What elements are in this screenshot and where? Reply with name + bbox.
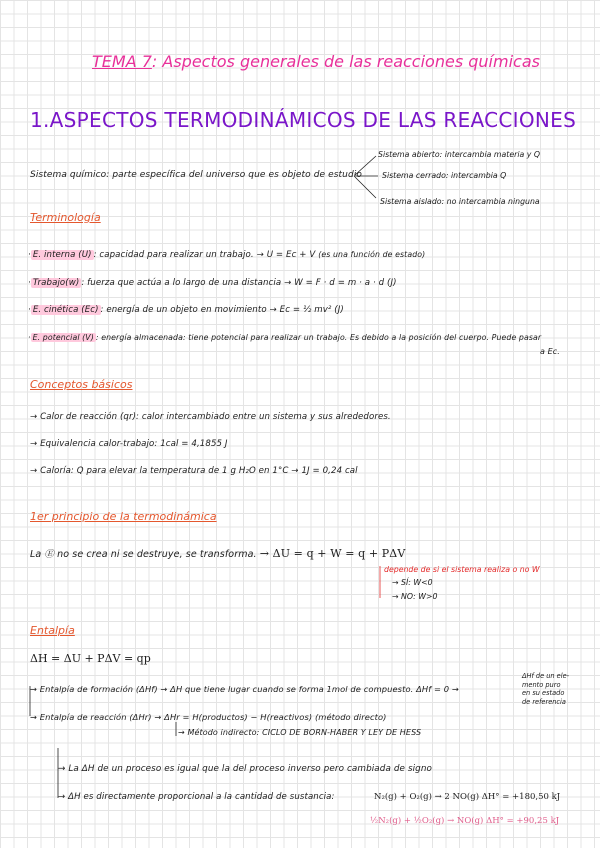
section-conceptos: Conceptos básicos xyxy=(30,378,133,391)
principio-note: depende de si el sistema realiza o no W xyxy=(384,565,540,574)
term-continuation: a Ec. xyxy=(540,347,560,356)
term-row xyxy=(28,250,425,260)
term-row xyxy=(28,333,541,342)
sistema-definition: Sistema químico: parte específica del universo que es objeto de estudio xyxy=(30,170,363,180)
term-definition: : energía almacenada: tiene potencial para realizar un trabajo. Es debido a la posición del cuerpo. Puede pasar xyxy=(95,333,542,342)
principio-statement: La Ⓔ no se crea ni se destruye, se transforma. xyxy=(30,549,257,560)
sistema-type: Sistema abierto: intercambia materia y Q xyxy=(378,150,540,159)
term-label: E. potencial (V) xyxy=(32,333,94,342)
formacion-note-line: mento puro xyxy=(522,680,561,689)
principio-case: → SÍ: W<0 xyxy=(392,578,433,587)
sistema-type: Sistema cerrado: intercambia Q xyxy=(382,171,507,180)
term-row xyxy=(28,305,344,315)
bullet: · xyxy=(28,333,31,342)
formacion-note xyxy=(522,672,569,706)
formacion-note-line: en su estado xyxy=(522,689,565,697)
concepto-item: → Equivalencia calor-trabajo: 1cal = 4,1855 J xyxy=(30,439,228,449)
term-row xyxy=(28,278,397,288)
term-equation: → U = Ec + V xyxy=(256,250,316,260)
section-principio: 1er principio de la termodinámica xyxy=(30,510,217,523)
term-equation: → Ec = ½ mv² (J) xyxy=(269,305,344,315)
bullet: · xyxy=(28,278,31,288)
section-terminologia: Terminología xyxy=(30,211,101,224)
term-label: E. interna (U) xyxy=(32,250,92,260)
principio-text xyxy=(30,546,405,560)
tema-subtitle: : Aspectos generales de las reacciones químicas xyxy=(151,52,540,71)
entalpia-property: → ΔH es directamente proporcional a la cantidad de sustancia: xyxy=(58,792,335,802)
formacion-note-line: ΔHf de un ele- xyxy=(522,672,570,680)
term-label: E. cinética (Ec) xyxy=(32,305,99,315)
reaccion-indirecto: → Método indirecto: CICLO DE BORN-HABER Y LEY DE HESS xyxy=(178,728,422,737)
term-definition: : capacidad para realizar un trabajo. xyxy=(93,250,254,260)
concepto-item: → Caloría: Q para elevar la temperatura de 1 g H₂O en 1°C → 1J = 0,24 cal xyxy=(30,466,358,476)
page-title xyxy=(92,52,540,71)
term-definition: : fuerza que actúa a lo largo de una distancia xyxy=(81,278,282,288)
bullet: · xyxy=(28,305,31,315)
principio-equation: → ΔU = q + W = q + PΔV xyxy=(259,547,406,560)
entalpia-property: → La ΔH de un proceso es igual que la del proceso inverso pero cambiada de signo xyxy=(58,764,433,774)
principio-case: → NO: W>0 xyxy=(392,592,438,601)
term-definition: : energía de un objeto en movimiento xyxy=(100,305,267,315)
concepto-item: → Calor de reacción (qr): calor intercambiado entre un sistema y sus alrededores. xyxy=(30,412,391,422)
entalpia-equation: ΔH = ΔU + PΔV = qp xyxy=(30,652,151,665)
term-label: Trabajo(w) xyxy=(32,278,80,288)
reaccion-label: → Entalpía de reacción (ΔHr) xyxy=(30,712,152,722)
term-equation: → W = F · d = m · a · d (J) xyxy=(284,278,397,288)
sistema-type: Sistema aislado: no intercambia ninguna xyxy=(380,197,540,206)
entalpia-reaccion xyxy=(30,712,387,722)
formacion-note-line: de referencia xyxy=(522,697,566,706)
reaction-formula: ½N₂(g) + ½O₂(g) → NO(g) ΔH° = +90,25 kJ xyxy=(370,816,560,826)
section-entalpia: Entalpía xyxy=(30,624,75,637)
term-note: (es una función de estado) xyxy=(318,250,426,259)
bullet: · xyxy=(28,250,31,260)
reaction-formula: N₂(g) + O₂(g) → 2 NO(g) ΔH° = +180,50 kJ xyxy=(374,792,561,802)
tema-label: TEMA 7 xyxy=(92,52,152,71)
reaccion-directo: → ΔHr = H(productos) − H(reactivos) (método directo) xyxy=(154,712,387,722)
main-heading: 1.ASPECTOS TERMODINÁMICOS DE LAS REACCIONES xyxy=(30,108,577,132)
entalpia-formacion: → Entalpía de formación (ΔHf) → ΔH que tiene lugar cuando se forma 1mol de compuesto. ΔHf = 0 → xyxy=(30,684,459,694)
